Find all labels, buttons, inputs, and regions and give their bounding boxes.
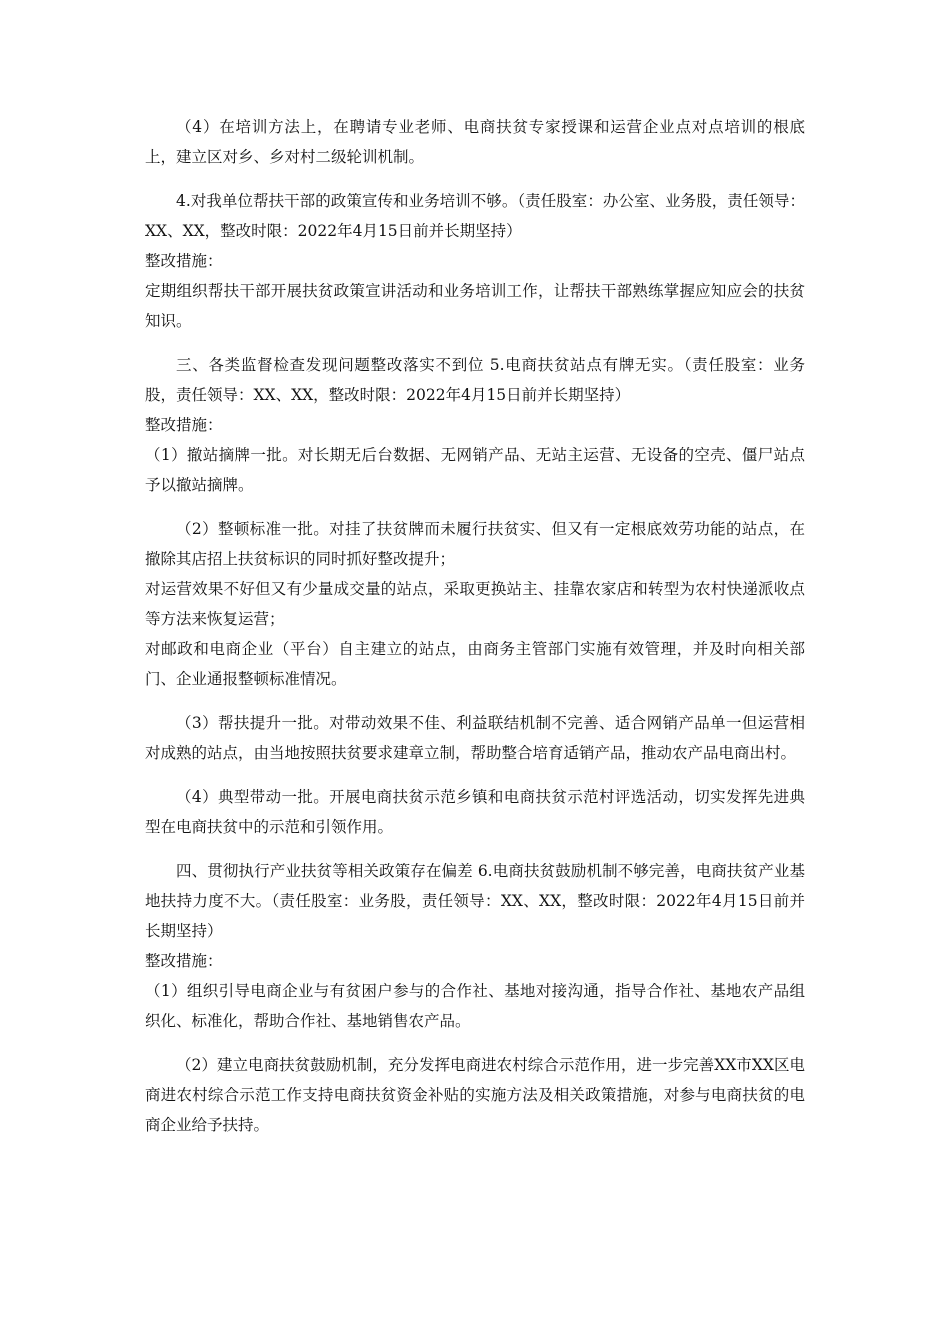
paragraph-item-4-heading: 4.对我单位帮扶干部的政策宣传和业务培训不够。（责任股室：办公室、业务股，责任领导：XX、XX，整改时限：2022年4月15日前并长期坚持） bbox=[145, 192, 805, 240]
paragraph-measure-3: （3）帮扶提升一批。对带动效果不佳、利益联结机制不完善、适合网销产品单一但运营相对成熟的站点，由当地按照扶贫要求建章立制，帮助整合培育适销产品，推动农产品电商出村。 bbox=[145, 714, 805, 762]
paragraph-section-3-heading: 三、各类监督检查发现问题整改落实不到位 5.电商扶贫站点有牌无实。（责任股室：业务股，责任领导：XX、XX，整改时限：2022年4月15日前并长期坚持） bbox=[145, 356, 805, 404]
paragraph-section-4-measure-1: （1）组织引导电商企业与有贫困户参与的合作社、基地对接沟通，指导合作社、基地农产品组织化、标准化，帮助合作社、基地销售农产品。 bbox=[145, 982, 805, 1030]
paragraph-measures-label: 整改措施： bbox=[145, 952, 223, 970]
paragraph-section-4-heading: 四、贯彻执行产业扶贫等相关政策存在偏差 6.电商扶贫鼓励机制不够完善，电商扶贫产业基地扶持力度不大。（责任股室：业务股，责任领导：XX、XX，整改时限：2022年4月15日前并长期坚持） bbox=[145, 862, 805, 940]
paragraph-measure-2-postal: 对邮政和电商企业（平台）自主建立的站点，由商务主管部门实施有效管理，并及时向相关部门、企业通报整顿标准情况。 bbox=[145, 640, 805, 688]
paragraph-measures-label: 整改措施： bbox=[145, 252, 223, 270]
paragraph-measure-2-operation: 对运营效果不好但又有少量成交量的站点，采取更换站主、挂靠农家店和转型为农村快递派收点等方法来恢复运营； bbox=[145, 580, 805, 628]
paragraph-section-4-measure-2: （2）建立电商扶贫鼓励机制，充分发挥电商进农村综合示范作用，进一步完善XX市XX区电商进农村综合示范工作支持电商扶贫资金补贴的实施方法及相关政策措施，对参与电商扶贫的电商企业给予扶持。 bbox=[145, 1056, 805, 1134]
paragraph-measure-4: （4）典型带动一批。开展电商扶贫示范乡镇和电商扶贫示范村评选活动，切实发挥先进典型在电商扶贫中的示范和引领作用。 bbox=[145, 788, 805, 836]
paragraph-measures-label: 整改措施： bbox=[145, 416, 223, 434]
paragraph-training-method: （4）在培训方法上，在聘请专业老师、电商扶贫专家授课和运营企业点对点培训的根底上，建立区对乡、乡对村二级轮训机制。 bbox=[145, 118, 805, 166]
paragraph-item-4-measure: 定期组织帮扶干部开展扶贫政策宣讲活动和业务培训工作，让帮扶干部熟练掌握应知应会的扶贫知识。 bbox=[145, 282, 805, 330]
paragraph-measure-1: （1）撤站摘牌一批。对长期无后台数据、无网销产品、无站主运营、无设备的空壳、僵尸站点予以撤站摘牌。 bbox=[145, 446, 805, 494]
paragraph-measure-2: （2）整顿标准一批。对挂了扶贫牌而未履行扶贫实、但又有一定根底效劳功能的站点，在撤除其店招上扶贫标识的同时抓好整改提升； bbox=[145, 520, 805, 568]
document-body bbox=[145, 112, 805, 1140]
